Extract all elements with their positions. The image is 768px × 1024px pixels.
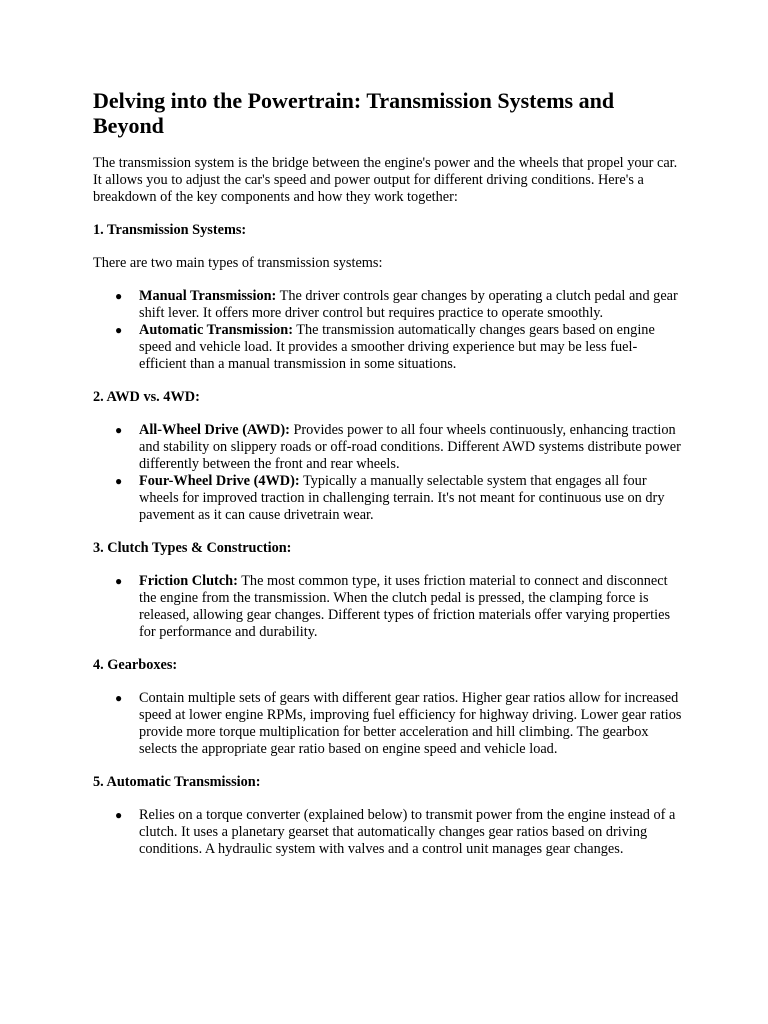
list-item-text: Relies on a torque converter (explained below) to transmit power from the engine instead of a clutch. It uses a planetary gearset that automatically changes gear ratios based on driving conditions. A hydraulic system with valves and a control unit manages gear changes. xyxy=(139,807,676,857)
section-heading: 5. Automatic Transmission: xyxy=(93,774,261,790)
bullet-icon: ● xyxy=(115,289,123,303)
list-item-text: The most common type, it uses friction material to connect and disconnect the engine from the transmission. When the clutch pedal is pressed, the clamping force is released, allowing gear changes. Different types of friction materials offer varying properties for performance and durability. xyxy=(139,573,671,640)
section-heading: 2. AWD vs. 4WD: xyxy=(93,389,200,405)
bullet-icon: ● xyxy=(115,574,123,588)
intro-paragraph: The transmission system is the bridge between the engine's power and the wheels that propel your car. It allows you to adjust the car's speed and power output for different driving conditions. Here's a breakdown of the key components and how they work together: xyxy=(93,155,678,205)
list-item-term: Four-Wheel Drive (4WD): xyxy=(139,473,300,489)
list-item-text: Typically a manually selectable system that engages all four wheels for improved traction in challenging terrain. It's not meant for continuous use on dry pavement as it can cause drivetrain wear. xyxy=(139,473,665,523)
bullet-list xyxy=(93,807,683,858)
bullet-icon: ● xyxy=(115,691,123,705)
section-automatic-transmission xyxy=(93,774,683,858)
list-item xyxy=(93,690,683,758)
bullet-icon: ● xyxy=(115,808,123,822)
bullet-list xyxy=(93,422,683,524)
section-awd-vs-4wd xyxy=(93,389,683,524)
document-page xyxy=(93,88,683,874)
bullet-icon: ● xyxy=(115,474,123,488)
section-gearboxes xyxy=(93,657,683,758)
list-item-term: All-Wheel Drive (AWD): xyxy=(139,422,290,438)
bullet-icon: ● xyxy=(115,323,123,337)
list-item-text: Contain multiple sets of gears with different gear ratios. Higher gear ratios allow for increased speed at lower engine RPMs, improving fuel efficiency for highway driving. Lower gear ratios provide more torque multiplication for better acceleration and hill climbing. The gearbox selects the appropriate gear ratio based on engine speed and vehicle load. xyxy=(139,690,682,757)
section-heading: 1. Transmission Systems: xyxy=(93,222,247,238)
bullet-icon: ● xyxy=(115,423,123,437)
section-lead: There are two main types of transmission systems: xyxy=(93,255,383,271)
section-heading: 4. Gearboxes: xyxy=(93,657,178,673)
document-title: Delving into the Powertrain: Transmission Systems and Beyond xyxy=(93,88,615,138)
list-item-term: Friction Clutch: xyxy=(139,573,238,589)
list-item xyxy=(93,473,683,524)
list-item xyxy=(93,807,683,858)
list-item-text: The driver controls gear changes by operating a clutch pedal and gear shift lever. It offers more driver control but requires practice to operate smoothly. xyxy=(139,288,678,321)
bullet-list xyxy=(93,573,683,641)
bullet-list xyxy=(93,690,683,758)
list-item xyxy=(93,288,683,322)
list-item-text: Provides power to all four wheels continuously, enhancing traction and stability on slippery roads or off-road conditions. Different AWD systems distribute power differently between the front and rear wheels. xyxy=(139,422,681,472)
list-item xyxy=(93,573,683,641)
list-item-term: Automatic Transmission: xyxy=(139,322,293,338)
list-item xyxy=(93,322,683,373)
section-heading: 3. Clutch Types & Construction: xyxy=(93,540,292,556)
section-clutch-types xyxy=(93,540,683,641)
list-item xyxy=(93,422,683,473)
bullet-list xyxy=(93,288,683,373)
section-transmission-systems xyxy=(93,222,683,373)
list-item-text: The transmission automatically changes gears based on engine speed and vehicle load. It provides a smoother driving experience but may be less fuel-efficient than a manual transmission in some situations. xyxy=(139,322,655,372)
list-item-term: Manual Transmission: xyxy=(139,288,277,304)
